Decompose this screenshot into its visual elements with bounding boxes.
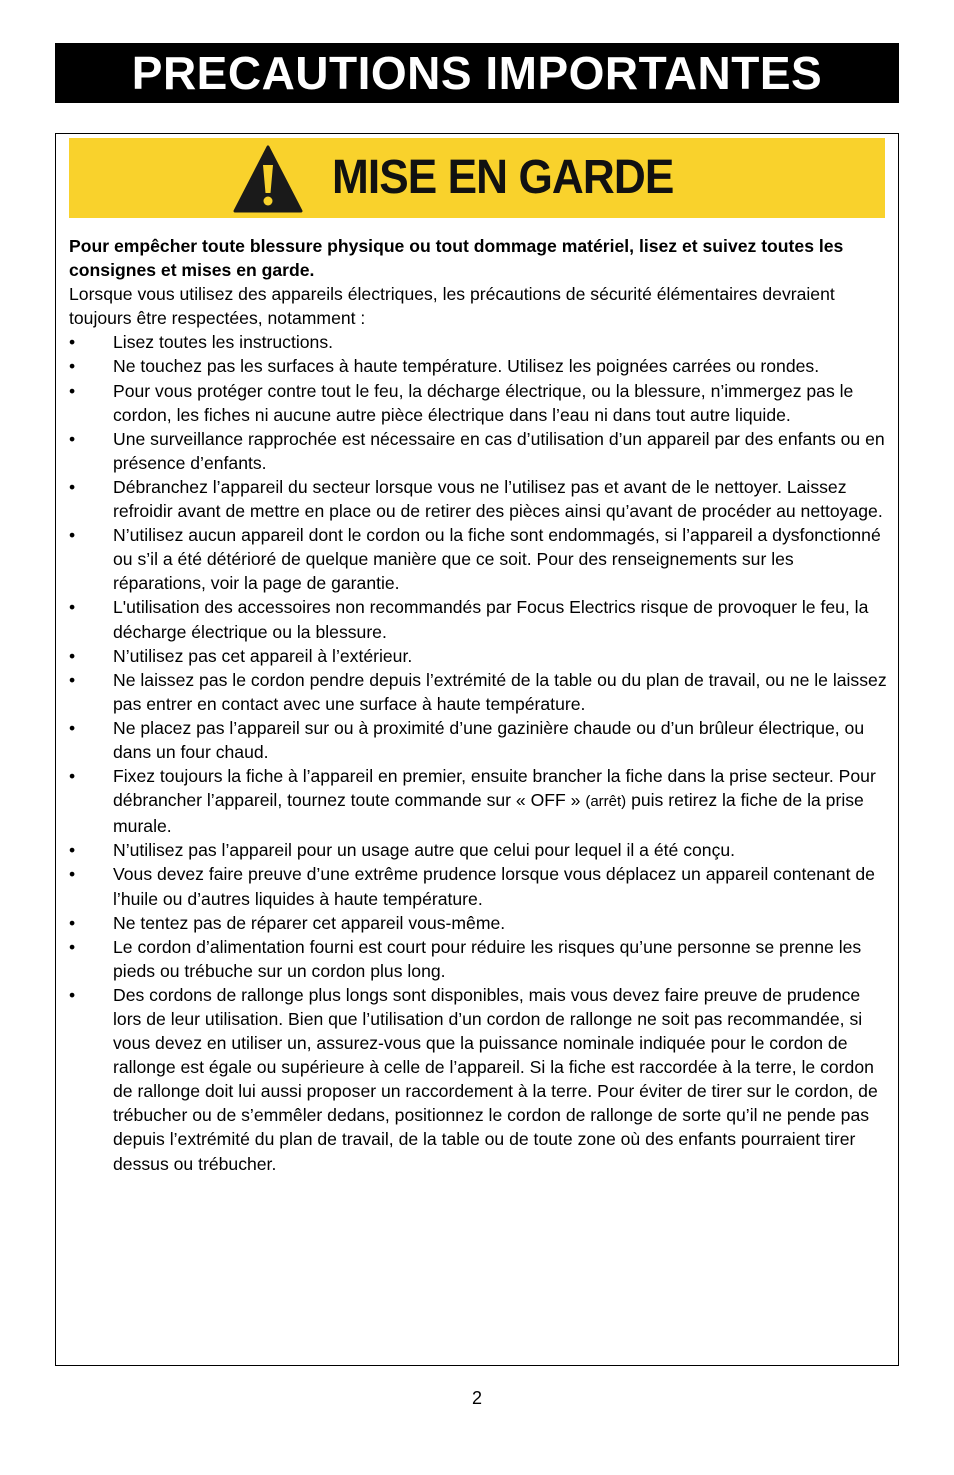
page-number: 2 [471,1388,482,1408]
list-item-text: Vous devez faire preuve d’une extrême prudence lorsque vous déplacez un appareil contenant de l’huile ou d’autres liquides à haute température. [113,864,875,909]
list-item-text: Des cordons de rallonge plus longs sont disponibles, mais vous devez faire preuve de prudence lors de leur utilisation. Bien que l’utilisation d’un cordon de rallonge ne soit pas recommandée, si vous devez en utiliser un, assurez-vous que la puissance nominale indiquée pour le cordon de rallonge est égale ou supérieure à celle de l’appareil. Si la fiche est raccordée à la terre, le cordon de rallonge doit lui aussi proposer un raccordement à la terre. Pour éviter de tirer sur le cordon, de trébucher ou de s’emmêler dedans, positionnez le cordon de rallonge de sorte qu’il ne pende pas depuis l’extrémité du plan de travail, de la table ou de toute zone où des enfants pourraient tirer dessus ou trébucher. [113,984,878,1174]
bullet-marker: • [69,476,76,497]
bullet-marker: • [69,380,76,401]
banner-text: MISE EN GARDE [332,151,674,204]
bullet-marker: • [69,332,76,353]
list-item [69,330,887,354]
content [69,234,887,1176]
warning-box [55,133,899,1366]
list-item [69,983,887,1176]
bullet-marker: • [69,717,76,738]
list-item [69,716,887,764]
list-item [69,668,887,716]
list-item [69,475,887,523]
intro-text: Lorsque vous utilisez des appareils électriques, les précautions de sécurité élémentaires devraient toujours être respectées, notamment : [69,284,835,329]
list-item-text: Une surveillance rapprochée est nécessaire en cas d’utilisation d’un appareil par des enfants ou en présence d’enfants. [113,428,885,473]
intro-bold: Pour empêcher toute blessure physique ou tout dommage matériel, lisez et suivez toutes les consignes et mises en garde. [69,236,844,281]
list-item-text: Ne touchez pas les surfaces à haute température. Utilisez les poignées carrées ou rondes. [113,356,820,377]
list-item-text: Fixez toujours la fiche à l’appareil en premier, ensuite brancher la fiche dans la prise secteur. Pour débrancher l’appareil, tournez toute commande sur « OFF » (arrêt) puis retirez la fiche de la prise murale. [113,766,876,837]
warning-banner [69,138,885,218]
list-item-text: N’utilisez aucun appareil dont le cordon ou la fiche sont endommagés, si l’appareil a dysfonctionné ou s’il a été détérioré de quelque manière que ce soit. Pour des renseignements sur les réparations, voir la page de garantie. [113,525,881,594]
list-item [69,354,887,378]
bullet-marker: • [69,912,76,933]
list-item-text: Débranchez l’appareil du secteur lorsque vous ne l’utilisez pas et avant de le nettoyer. Laissez refroidir avant de mettre en place ou de retirer des pièces ainsi qu’avant de procéder au nettoyage. [113,476,883,522]
list-item-text: Ne laissez pas le cordon pendre depuis l’extrémité de la table ou du plan de travail, ou ne le laissez pas entrer en contact avec une surface à haute température. [113,669,887,714]
bullet-marker: • [69,840,76,861]
list-item [69,862,887,910]
list-item [69,523,887,595]
list-item-text: N’utilisez pas l’appareil pour un usage autre que celui pour lequel il a été conçu. [113,840,736,861]
list-item-text: Le cordon d’alimentation fourni est court pour réduire les risques qu’une personne se prenne les pieds ou trébuche sur un cordon plus long. [113,936,862,981]
list-item [69,935,887,983]
list-item-text: L'utilisation des accessoires non recommandés par Focus Electrics risque de provoquer le feu, la décharge électrique ou la blessure. [113,597,869,642]
list-item [69,379,887,427]
bullet-marker: • [69,428,76,449]
title-bar [55,43,899,103]
list-item [69,838,887,862]
list-item-text: Lisez toutes les instructions. [113,332,334,353]
list-item [69,427,887,475]
list-item [69,764,887,838]
list-item-text: Ne placez pas l’appareil sur ou à proximité d’une gazinière chaude ou d’un brûleur électrique, ou dans un four chaud. [113,717,865,762]
bullet-marker: • [69,356,76,377]
bullet-marker: • [69,645,76,666]
list-item-text: N’utilisez pas cet appareil à l’extérieur. [113,645,413,666]
bullet-marker: • [69,936,76,957]
list-item [69,595,887,643]
list-item [69,644,887,668]
list-item-text: Ne tentez pas de réparer cet appareil vous-même. [113,912,506,933]
bullet-marker: • [69,984,76,1005]
bullet-marker: • [69,766,76,787]
bullet-marker: • [69,597,76,618]
list-item [69,911,887,935]
precautions-list [69,330,887,1175]
list-item-text: Pour vous protéger contre tout le feu, la décharge électrique, ou la blessure, n’immergez pas le cordon, les fiches ni aucune autre pièce électrique dans l’eau ni dans tout autre liquide. [113,380,854,425]
bullet-marker: • [69,669,76,690]
page-title: PRECAUTIONS IMPORTANTES [131,47,823,99]
bullet-marker: • [69,525,76,546]
bullet-marker: • [69,864,76,885]
warning-triangle-icon [232,143,304,215]
